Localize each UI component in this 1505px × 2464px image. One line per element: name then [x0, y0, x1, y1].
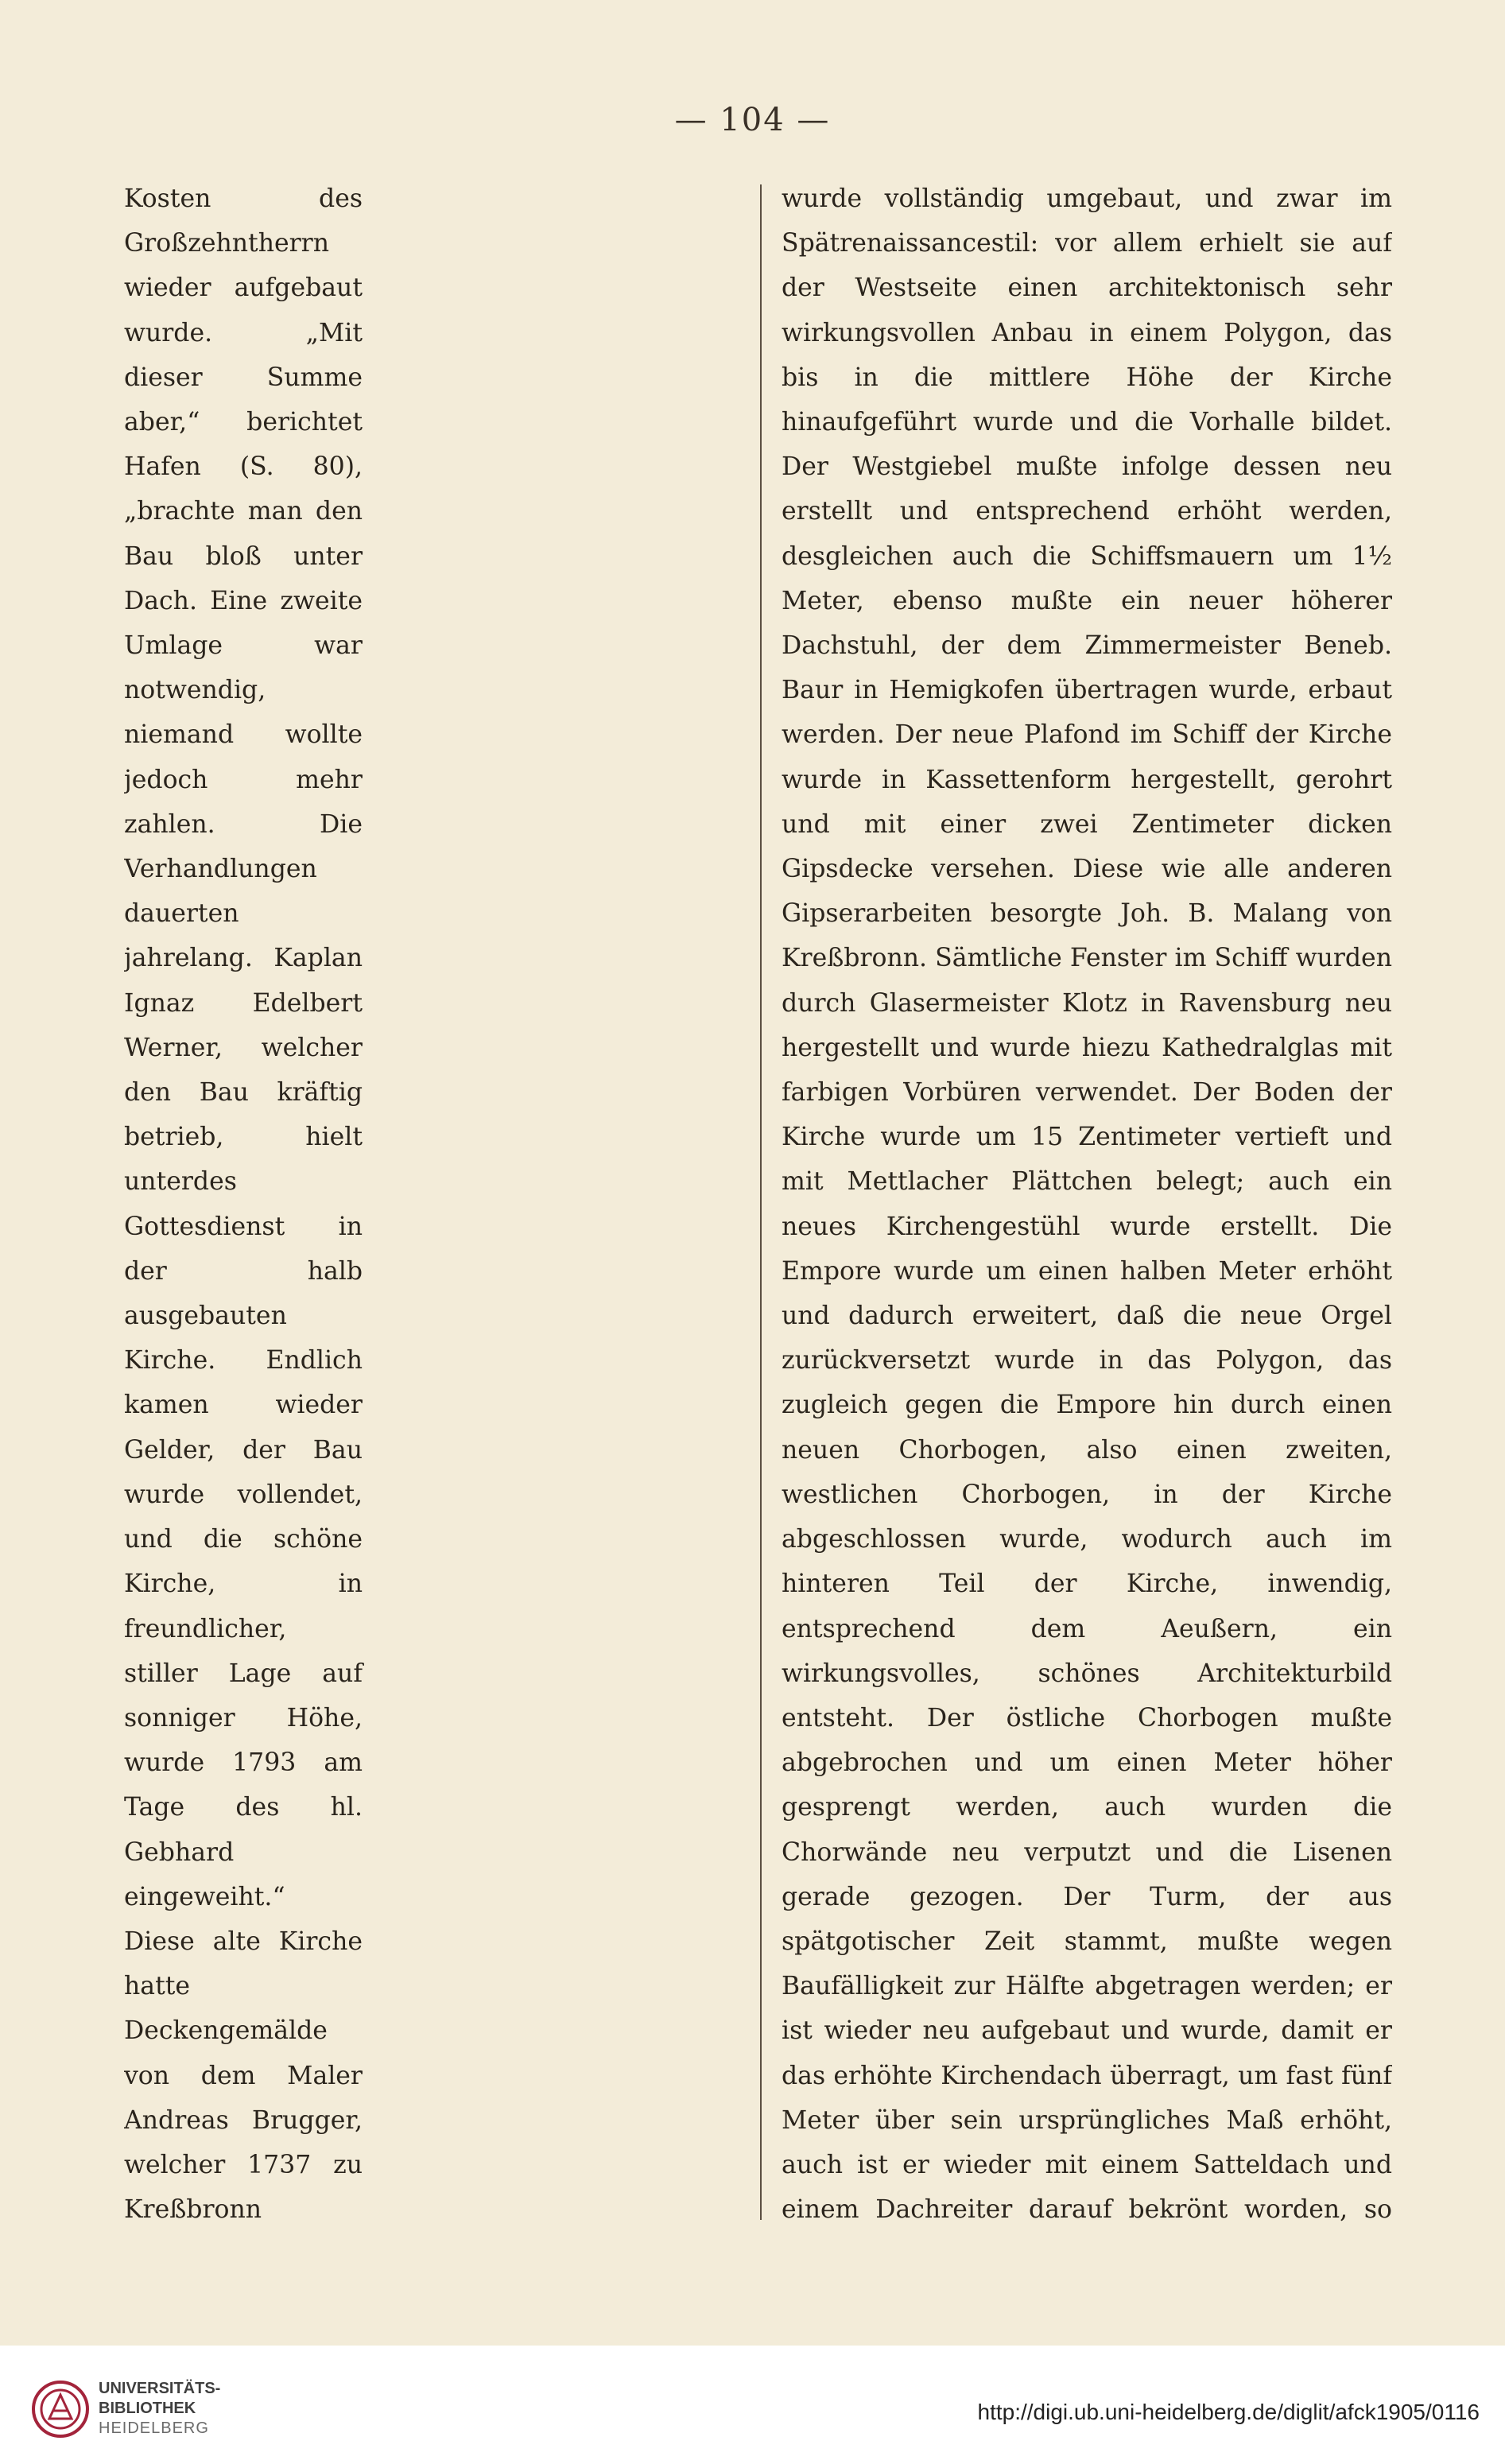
paragraph: Kosten des Großzehntherrn wieder aufgebaut wurde. „Mit dieser Summe aber,“ berichtet Hafen (S. 80), „brachte man den Bau bloß unter Dach. Eine zweite Umlage war notwendig, niemand wollte jedoch mehr zahlen. Die Verhandlungen dauerten jahrelang. Kaplan Ignaz Edelbert Werner, welcher den Bau kräftig betrieb, hielt unterdes Gottesdienst in der halb ausgebauten Kirche. Endlich kamen wieder Gelder, der Bau wurde vollendet, und die schöne Kirche, in freundlicher, stiller Lage auf sonniger Höhe, wurde 1793 am Tage des hl. Gebhard eingeweiht.“ Diese alte Kirche hatte Deckengemälde von dem Maler Andreas Brugger, welcher 1737 zu Kreßbronn	[124, 177, 363, 2228]
left-column	[124, 177, 735, 2228]
footer-bar	[0, 2346, 1505, 2464]
column-divider	[760, 184, 762, 2220]
source-url-link[interactable]: http://digi.ub.uni-heidelberg.de/diglit/afck1905/0116	[977, 2400, 1480, 2424]
library-name	[99, 2379, 305, 2439]
page-number: — 104 —	[674, 102, 831, 138]
library-logo-icon	[32, 2381, 89, 2438]
right-column	[782, 177, 1392, 2228]
library-name-line: BIBLIOTHEK	[99, 2400, 196, 2417]
library-name-line: HEIDELBERG	[99, 2419, 209, 2437]
library-name-line: UNIVERSITÄTS-	[99, 2380, 221, 2397]
paragraph: wurde vollständig umgebaut, und zwar im Spätrenaissancestil: vor allem erhielt sie auf der Westseite einen architektonisch sehr wirkungsvollen Anbau in einem Polygon, das bis in die mittlere Höhe der Kirche hinaufgeführt wurde und die Vorhalle bildet. Der Westgiebel mußte infolge dessen neu erstellt und entsprechend erhöht werden, desgleichen auch die Schiffsmauern um 1½ Meter, ebenso mußte ein neuer höherer Dachstuhl, der dem Zimmermeister Beneb. Baur in Hemigkofen übertragen wurde, erbaut werden. Der neue Plafond im Schiff der Kirche wurde in Kassettenform hergestellt, gerohrt und mit einer zwei Zentimeter dicken Gipsdecke versehen. Diese wie alle anderen Gipserarbeiten besorgte Joh. B. Malang von Kreßbronn. Sämtliche Fenster im Schiff wurden durch Glasermeister Klotz in Ravensburg neu hergestellt und wurde hiezu Kathedralglas mit farbigen Vorbüren verwendet. Der Boden der Kirche wurde um 15 Zentimeter vertieft und mit Mettlacher Plättchen belegt; auch ein neues Kirchengestühl wurde erstellt. Die Empore wurde um einen halben Meter erhöht und dadurch erweitert, daß die neue Orgel zurückversetzt wurde in das Polygon, das zugleich gegen die Empore hin durch einen neuen Chorbogen, also einen zweiten, westlichen Chorbogen, in der Kirche abgeschlossen wurde, wodurch auch im hinteren Teil der Kirche, inwendig, entsprechend dem Aeußern, ein wirkungsvolles, schönes Architekturbild entsteht. Der östliche Chorbogen mußte abgebrochen und um einen Meter höher gesprengt werden, auch wurden die Chorwände neu verputzt und die Lisenen gerade gezogen. Der Turm, der aus spätgotischer Zeit stammt, mußte wegen Baufälligkeit zur Hälfte abgetragen werden; er ist wieder neu aufgebaut und wurde, damit er das erhöhte Kirchendach überragt, um fast fünf Meter über sein ursprüngliches Maß erhöht, auch ist er wieder mit einem Satteldach und einem Dachreiter darauf bekrönt worden, so	[782, 184, 1392, 2225]
